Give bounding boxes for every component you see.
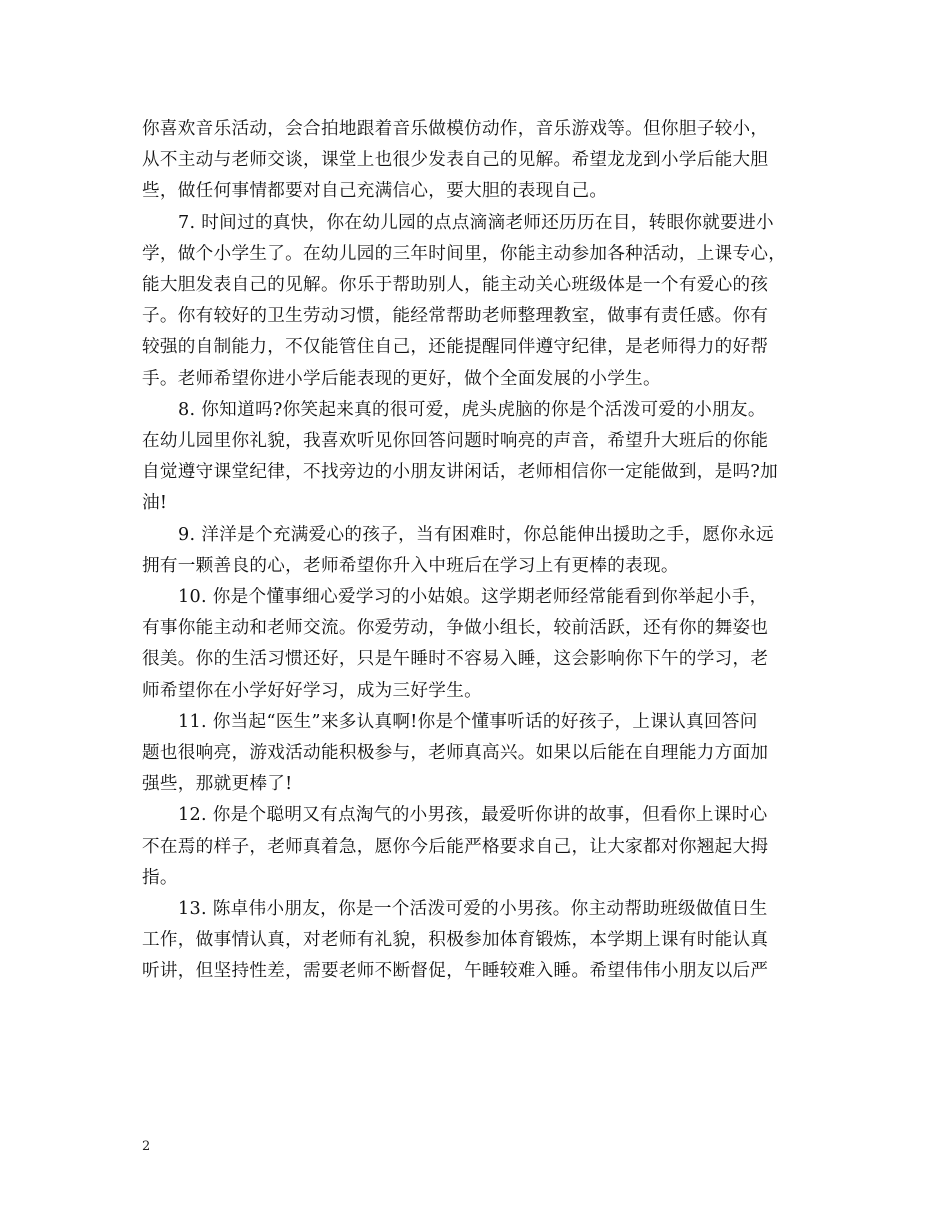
text-line: 听讲，但坚持性差，需要老师不断督促，午睡较难入睡。希望伟伟小朋友以后严 (142, 961, 769, 982)
text-line: 油! (142, 493, 168, 514)
paragraph-item-7 (142, 208, 812, 395)
text-line: 10. 你是个懂事细心爱学习的小姑娘。这学期老师经常能看到你举起小手， (178, 587, 768, 608)
text-line: 子。你有较好的卫生劳动习惯，能经常帮助老师整理教室，做事有责任感。你有 (142, 306, 769, 327)
text-line: 在幼儿园里你礼貌，我喜欢听见你回答问题时响亮的声音，希望升大班后的你能 (142, 431, 769, 452)
text-line: 指。 (142, 867, 178, 888)
text-line: 9. 洋洋是个充满爱心的孩子，当有困难时，你总能伸出援助之手，愿你永远 (178, 524, 774, 545)
text-line: 不在焉的样子，老师真着急，愿你今后能严格要求自己，让大家都对你翘起大拇 (142, 836, 769, 857)
paragraph-item-13 (142, 894, 812, 988)
text-line: 手。老师希望你进小学后能表现的更好，做个全面发展的小学生。 (142, 368, 661, 389)
text-line: 11. 你当起“医生”来多认真啊!你是个懂事听话的好孩子，上课认真回答问 (178, 711, 758, 732)
text-line: 拥有一颗善良的心，老师希望你升入中班后在学习上有更棒的表现。 (142, 555, 679, 576)
text-line: 较强的自制能力，不仅能管住自己，还能提醒同伴遵守纪律，是老师得力的好帮 (142, 337, 769, 358)
text-line: 你喜欢音乐活动，会合拍地跟着音乐做模仿动作，音乐游戏等。但你胆子较小， (142, 119, 769, 139)
paragraph-continuation (142, 114, 812, 208)
text-line: 能大胆发表自己的见解。你乐于帮助别人，能主动关心班级体是一个有爱心的孩 (142, 275, 769, 296)
document-body (142, 114, 812, 988)
paragraph-item-8 (142, 395, 812, 520)
text-line: 些，做任何事情都要对自己充满信心，要大胆的表现自己。 (142, 181, 608, 202)
text-line: 学，做个小学生了。在幼儿园的三年时间里，你能主动参加各种活动，上课专心， (142, 243, 787, 264)
page-number: 2 (142, 1139, 151, 1154)
paragraph-item-11 (142, 707, 812, 801)
paragraph-item-12 (142, 800, 812, 894)
paragraph-item-10 (142, 582, 812, 707)
text-line: 从不主动与老师交谈，课堂上也很少发表自己的见解。希望龙龙到小学后能大胆 (142, 150, 769, 171)
text-line: 12. 你是个聪明又有点淘气的小男孩，最爱听你讲的故事，但看你上课时心 (178, 805, 768, 826)
text-line: 很美。你的生活习惯还好，只是午睡时不容易入睡，这会影响你下午的学习，老 (142, 649, 769, 670)
text-line: 强些，那就更棒了! (142, 774, 293, 795)
paragraph-item-9 (142, 520, 812, 582)
text-line: 工作，做事情认真，对老师有礼貌，积极参加体育锻炼，本学期上课有时能认真 (142, 930, 769, 951)
text-line: 7. 时间过的真快，你在幼儿园的点点滴滴老师还历历在目，转眼你就要进小 (178, 212, 774, 233)
text-line: 自觉遵守课堂纪律，不找旁边的小朋友讲闲话，老师相信你一定能做到，是吗?加 (142, 462, 779, 483)
text-line: 师希望你在小学好好学习，成为三好学生。 (142, 680, 482, 701)
text-line: 有事你能主动和老师交流。你爱劳动，争做小组长，较前活跃，还有你的舞姿也 (142, 618, 769, 639)
text-line: 题也很响亮，游戏活动能积极参与，老师真高兴。如果以后能在自理能力方面加 (142, 743, 769, 764)
text-line: 13. 陈卓伟小朋友，你是一个活泼可爱的小男孩。你主动帮助班级做值日生 (178, 899, 768, 920)
text-line: 8. 你知道吗?你笑起来真的很可爱，虎头虎脑的你是个活泼可爱的小朋友。 (178, 399, 766, 420)
